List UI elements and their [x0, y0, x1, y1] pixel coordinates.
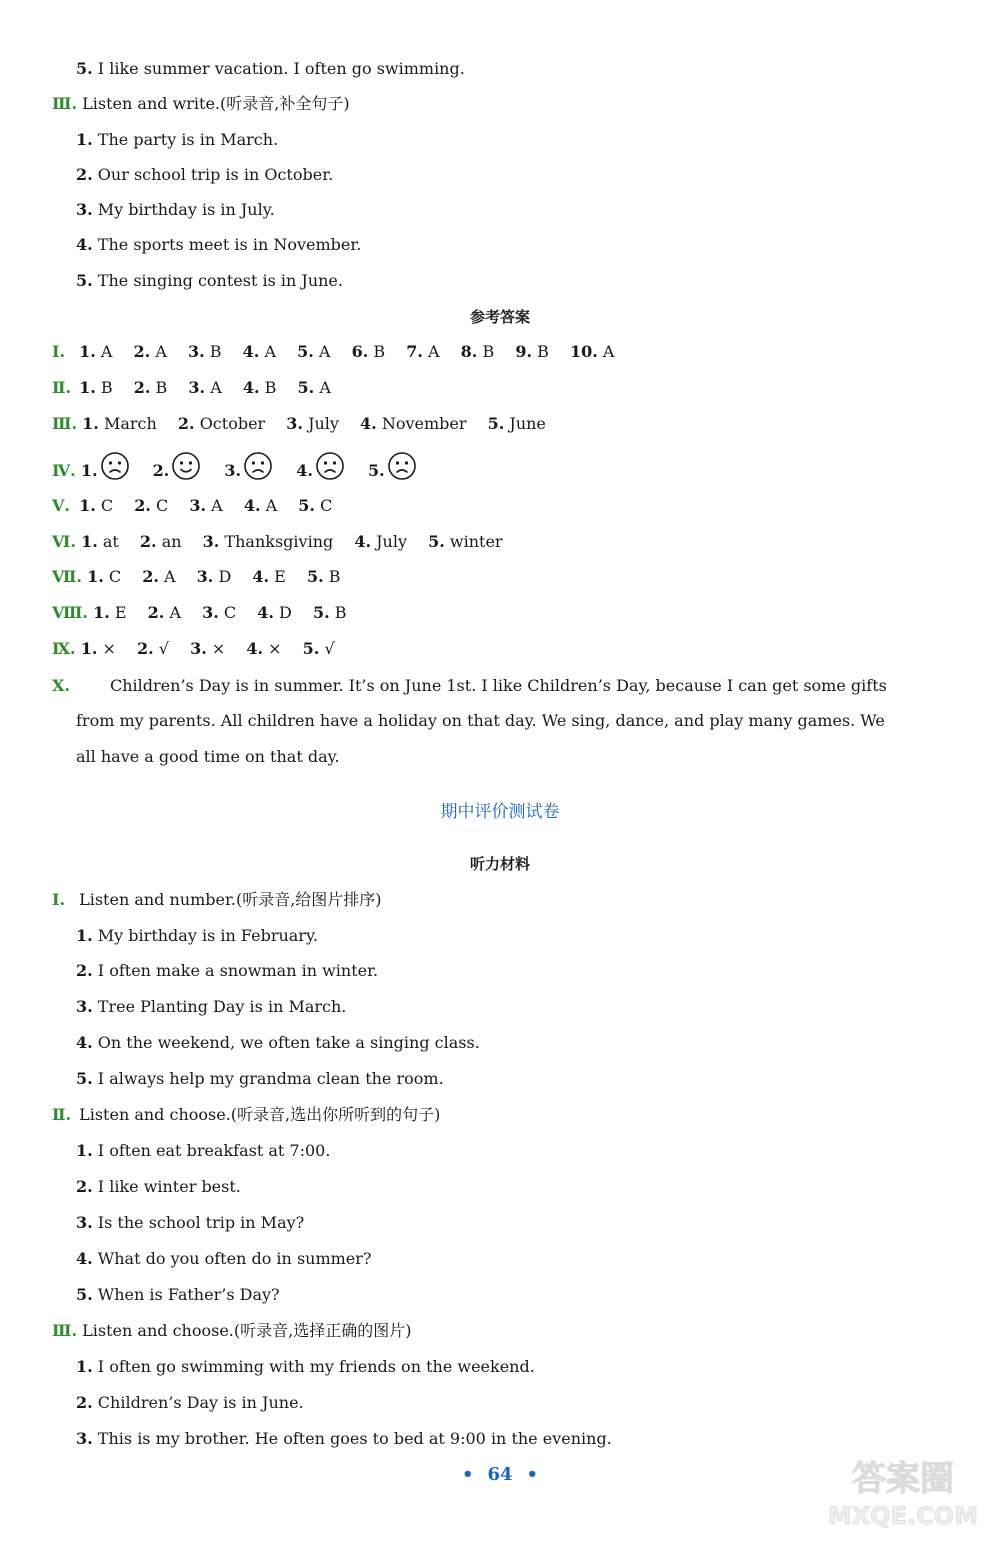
answers-heading: 参考答案: [469, 308, 530, 326]
sad-face-icon: [315, 451, 345, 492]
section-heading: Ⅰ. Listen and number.(听录音,给图片排序): [52, 890, 382, 909]
answer-row: Ⅶ. 1. C 2. A 3. D 4. E 5. B: [52, 567, 341, 586]
answer-row: Ⅱ. 1. B 2. B 3. A 4. B 5. A: [52, 378, 331, 397]
answer-row: Ⅲ. 1. March 2. October 3. July 4. November 5. June: [52, 414, 546, 433]
answer-row-faces: Ⅳ. 1. 2. 3. 4. 5.: [52, 451, 435, 492]
list-item: 5. When is Father’s Day?: [76, 1285, 280, 1304]
list-item: 2. I often make a snowman in winter.: [76, 961, 379, 980]
list-item: 1. I often eat breakfast at 7:00.: [76, 1141, 331, 1160]
list-item: 1. The party is in March.: [76, 130, 279, 149]
list-item: 2. I like winter best.: [76, 1177, 241, 1196]
listening-heading: 听力材料: [469, 855, 530, 873]
midterm-title: 期中评价测试卷: [440, 802, 560, 822]
list-item: 5. The singing contest is in June.: [76, 271, 343, 290]
watermark-domain: MXQE.COM: [827, 1502, 979, 1530]
list-item: 4. On the weekend, we often take a singing class.: [76, 1033, 480, 1052]
answer-row: Ⅰ. 1. A 2. A 3. B 4. A 5. A 6. B 7. A 8. B 9. B 10. A: [52, 342, 615, 361]
watermark-logo: [818, 1452, 988, 1532]
section-heading: Ⅱ. Listen and choose.(听录音,选出你所听到的句子): [52, 1105, 441, 1124]
answer-row: Ⅷ. 1. E 2. A 3. C 4. D 5. B: [52, 603, 347, 622]
essay-line: all have a good time on that day.: [76, 747, 340, 766]
essay-line: Children’s Day is in summer. It’s on June 1st. I like Children’s Day, because I can get some gifts: [110, 676, 887, 695]
answer-row-roman: Ⅹ.: [52, 676, 70, 695]
list-item: 4. What do you often do in summer?: [76, 1249, 372, 1268]
sad-face-icon: [243, 451, 273, 492]
section-heading: Ⅲ. Listen and choose.(听录音,选择正确的图片): [52, 1321, 412, 1340]
answer-row: Ⅵ. 1. at 2. an 3. Thanksgiving 4. July 5. winter: [52, 532, 503, 551]
happy-face-icon: [171, 451, 201, 492]
watermark-title: 答案圈: [852, 1459, 954, 1499]
sad-face-icon: [100, 451, 130, 492]
list-item: 1. I often go swimming with my friends on the weekend.: [76, 1357, 535, 1376]
list-item: 2. Our school trip is in October.: [76, 165, 334, 184]
section-heading: Ⅲ. Listen and write.(听录音,补全句子): [52, 94, 350, 113]
list-item: 4. The sports meet is in November.: [76, 235, 362, 254]
essay-line: from my parents. All children have a holiday on that day. We sing, dance, and play many games. We: [76, 711, 885, 730]
answer-row: Ⅸ. 1. × 2. √ 3. × 4. × 5. √: [52, 639, 335, 658]
sad-face-icon: [387, 451, 417, 492]
list-item: 2. Children’s Day is in June.: [76, 1393, 304, 1412]
list-item: 3. My birthday is in July.: [76, 200, 275, 219]
list-item: 3. Is the school trip in May?: [76, 1213, 305, 1232]
page-number: • 64 •: [461, 1464, 539, 1485]
list-item: 3. Tree Planting Day is in March.: [76, 997, 347, 1016]
list-item: 5. I always help my grandma clean the room.: [76, 1069, 444, 1088]
list-item: 3. This is my brother. He often goes to bed at 9:00 in the evening.: [76, 1429, 612, 1448]
list-item: 1. My birthday is in February.: [76, 926, 318, 945]
answer-row: Ⅴ. 1. C 2. C 3. A 4. A 5. C: [52, 496, 333, 515]
list-item: 5. I like summer vacation. I often go swimming.: [76, 59, 465, 78]
